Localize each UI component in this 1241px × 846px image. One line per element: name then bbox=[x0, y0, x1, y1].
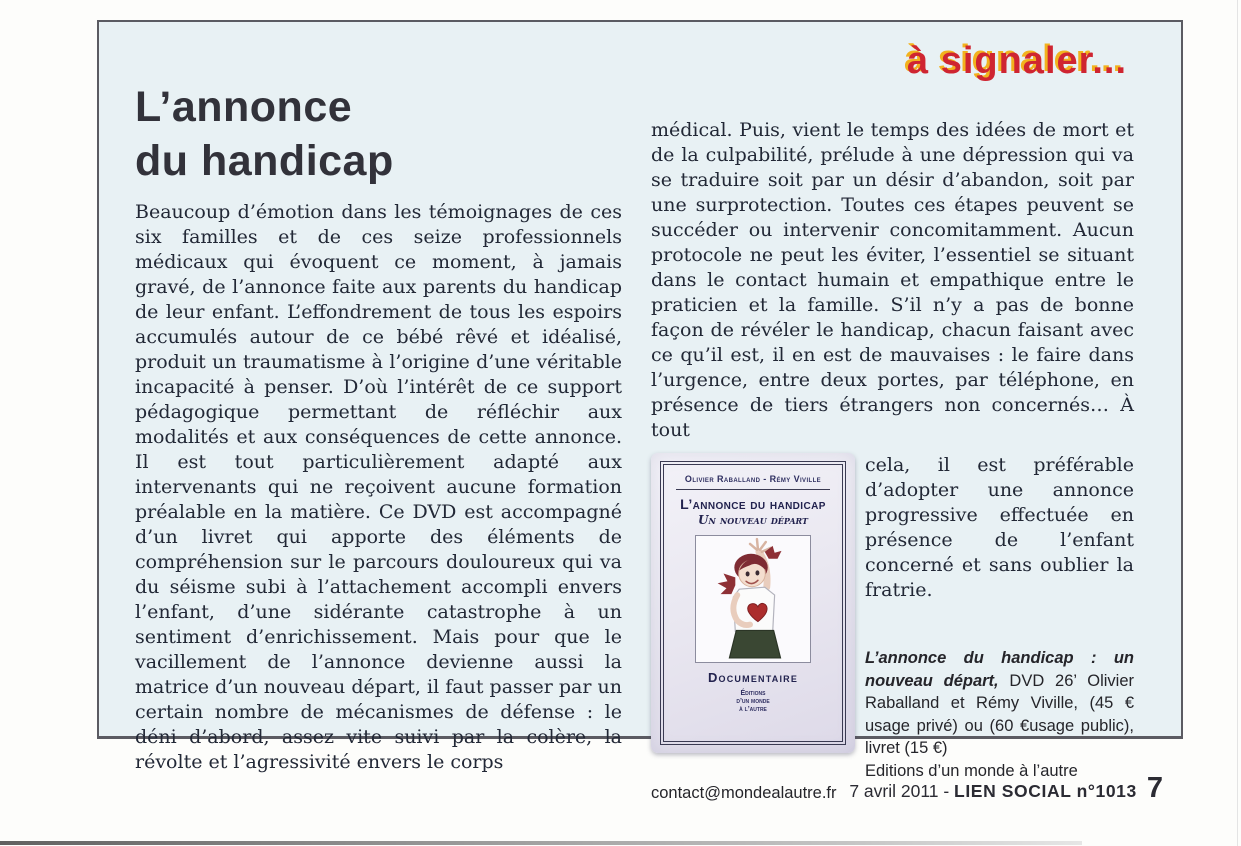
article-title bbox=[135, 80, 394, 188]
girl-illustration bbox=[695, 535, 811, 663]
article-title-line2: du handicap bbox=[135, 137, 394, 185]
left-column-paragraph: Beaucoup d’émotion dans les témoignages de ces six familles et de ces seize professionnels médicaux qui évoquent ce moment, à jamais gravé, de l’annonce faite aux parents du handicap de leur enfant. L’effondrement de tous les espoirs accumulés autour de ce bébé rêvé et idéalisé, produit un traumatisme à l’origine d’une véritable incapacité à penser. D’où l’intérêt de ce support pédagogique permettant de réfléchir aux modalités et aux conséquences de cette annonce. Il est tout particulièrement adapté aux intervenants qui ne reçoivent aucune formation préalable en la matière. Ce DVD est accompagné d’un livret qui apporte des éléments de compréhension sur le parcours douloureux qui va du séisme subi à l’attachement accompli envers l’enfant, d’une sidérante catastrophe à un sentiment d’enrichissement. Mais pour que le vacillement de l’annonce devienne aussi la matrice d’un nouveau départ, il faut passer par un certain nombre de mécanismes de défense : le déni d’abord, assez vite suivi par la colère, la révolte et l’agressivité envers le corps bbox=[135, 201, 622, 773]
right-column-paragraph-2: cela, il est préférable d’adopter une annonce progressive effectuée en présence de l’enfant concerné et sans oublier la fratrie. bbox=[865, 454, 1134, 601]
section-header: à signaler... bbox=[907, 40, 1127, 82]
dvd-cover-frame bbox=[663, 464, 843, 742]
dvd-cover-subtitle: Un nouveau départ bbox=[697, 513, 808, 527]
girl-drawing-icon bbox=[696, 536, 810, 662]
footer-date: 7 avril 2011 - bbox=[849, 781, 955, 801]
footer-page-number: 7 bbox=[1146, 772, 1163, 804]
page-footer bbox=[849, 772, 1163, 805]
wrap-zone bbox=[651, 453, 1134, 805]
dvd-caption-title: L’annonce du handicap : un nouveau départ, bbox=[865, 649, 1134, 690]
dvd-caption-contact-email: contact@mondealautre.fr bbox=[651, 784, 837, 802]
scan-artifact-right-edge bbox=[1237, 0, 1238, 846]
dvd-cover-authors: Olivier Raballand - Rémy Viville bbox=[684, 474, 822, 484]
dvd-caption-publisher: Editions d’un monde à l’autre bbox=[865, 761, 1078, 780]
left-column bbox=[135, 200, 622, 775]
footer-magazine-name: LIEN SOCIAL n°1013 bbox=[954, 781, 1137, 801]
dvd-caption-details: DVD 26’ Olivier Raballand et Rémy Viville, (45 € usage privé) ou (60 €usage public), livret (15 €) bbox=[865, 671, 1134, 757]
article-title-line1: L’annonce bbox=[135, 83, 353, 131]
dvd-cover-title: L’annonce du handicap bbox=[680, 496, 826, 512]
dvd-cover-image bbox=[651, 453, 855, 753]
scan-artifact-bottom bbox=[0, 841, 1082, 845]
right-column bbox=[651, 118, 1134, 805]
right-column-paragraph-1: médical. Puis, vient le temps des idées de mort et de la culpabilité, prélude à une dépression qui va se traduire soit par un désir d’abandon, soit par une surprotection. Toutes ces étapes peuvent se succéder ou intervenir concomitamment. Aucun protocole ne peut les éviter, l’essentiel se situant dans le contact humain et empathique entre le praticien et la famille. S’il n’y a pas de bonne façon de révéler le handicap, chacun faisant avec ce qu’il est, il en est de mauvaises : le faire dans l’urgence, entre deux portes, par téléphone, en présence de tiers étrangers non concernés… À tout bbox=[651, 119, 1134, 441]
dvd-cover-publisher-logo: Éditions d’un monde à l’autre bbox=[736, 690, 770, 713]
dvd-cover-divider bbox=[676, 489, 831, 490]
dvd-cover-genre: Documentaire bbox=[707, 670, 799, 685]
